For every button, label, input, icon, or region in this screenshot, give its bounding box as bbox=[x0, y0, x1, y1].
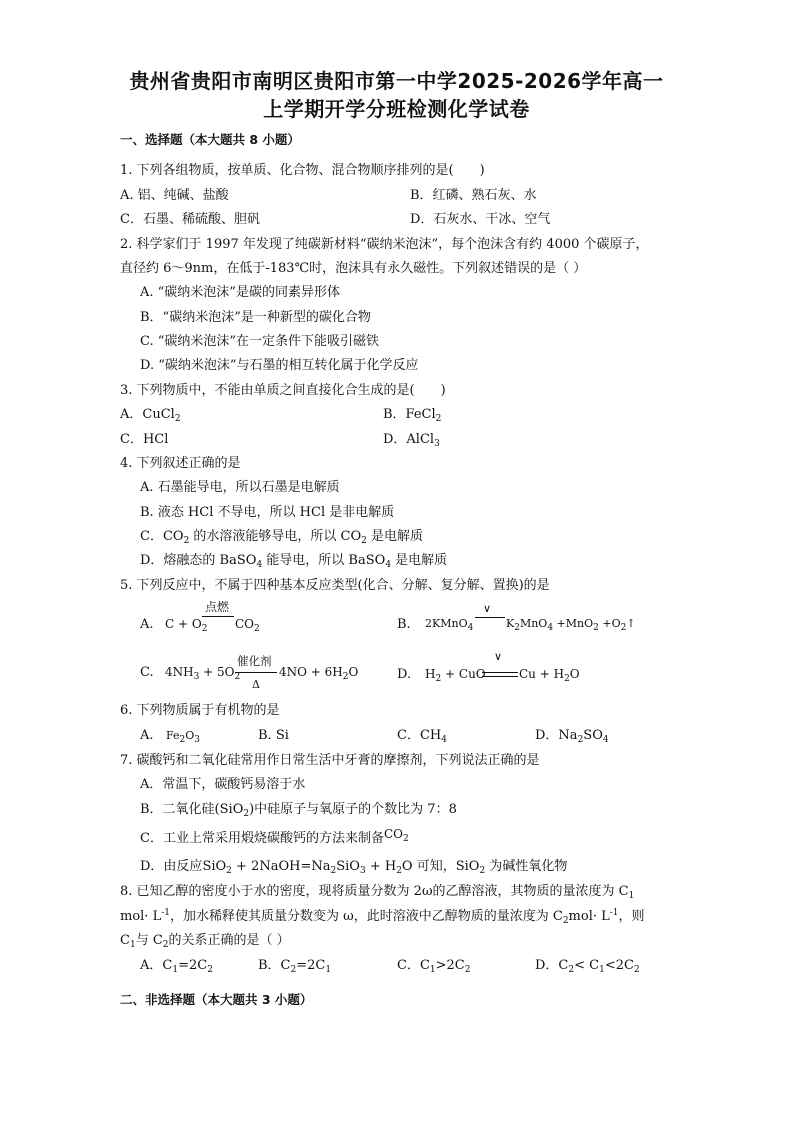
q4-option-b: B. 液态 HCl 不导电，所以 HCl 是非电解质 bbox=[140, 505, 395, 520]
q6-option-c: C．$CH_4$ bbox=[397, 728, 447, 745]
section-heading-choice: 一、选择题（本大题共 8 小题） bbox=[120, 132, 300, 147]
q5-option-b-reactants: 2KMnO$_4$ bbox=[425, 617, 474, 633]
q5-option-b-label: B. bbox=[397, 617, 411, 632]
q5-option-c-products: $4NO + 6H_2O$ bbox=[279, 665, 359, 682]
q5-option-b-reaction-line bbox=[475, 617, 505, 618]
q4-option-d: D．熔融态的 BaSO$_4$ 能导电，所以 BaSO$_4$ 是电解质 bbox=[140, 553, 448, 570]
q5-option-c-reactants: $4NH_3 + 5O_2$ bbox=[165, 665, 241, 682]
q5-option-c-label: C. bbox=[140, 665, 154, 680]
q4-option-c: C．$CO_2$ 的水溶液能够导电，所以 $CO_2$ 是电解质 bbox=[140, 529, 424, 546]
q6-option-a: A. $Fe_2O_3$ bbox=[140, 728, 200, 745]
q6-option-d: D．$Na_2SO_4$ bbox=[535, 728, 609, 745]
q2-option-b: B．“碳纳米泡沫”是一种新型的碳化合物 bbox=[140, 310, 371, 325]
q4-option-a: A. 石墨能导电，所以石墨是电解质 bbox=[140, 480, 340, 495]
q5-option-b-products: $K_2MnO_4 +MnO_2$ $+O_2↑$ bbox=[506, 617, 636, 633]
q1-stem: 1. 下列各组物质，按单质、化合物、混合物顺序排列的是( ) bbox=[120, 163, 485, 178]
q8-stem-line1: 8. 已知乙醇的密度小于水的密度，现将质量分数为 2ω的乙醇溶液，其物质的量浓度为 $C_1$ bbox=[120, 884, 635, 901]
q8-option-c: C．$C_1>2C_2$ bbox=[397, 958, 471, 975]
q8-stem-line3: $C_1$与 $C_2$的关系正确的是（ ） bbox=[120, 933, 290, 950]
q3-stem: 3. 下列物质中，不能由单质之间直接化合生成的是( ) bbox=[120, 383, 446, 398]
q6-stem: 6. 下列物质属于有机物的是 bbox=[120, 703, 280, 718]
q7-option-d: D．由反应$SiO_2 + 2NaOH=Na_2SiO_3 + H_2O$ 可知，SiO$_2$ 为碱性氧化物 bbox=[140, 859, 568, 876]
q5-option-d-products: $Cu + H_2O$ bbox=[519, 667, 580, 684]
q5-option-b-condition: ∨ bbox=[483, 602, 492, 615]
q8-option-a: A．$C_1=2C_2$ bbox=[140, 958, 213, 975]
q5-stem: 5. 下列反应中，不属于四种基本反应类型(化合、分解、复分解、置换)的是 bbox=[120, 578, 550, 593]
q5-option-a-reaction-line bbox=[202, 616, 234, 617]
q2-option-d: D. “碳纳米泡沫”与石墨的相互转化属于化学反应 bbox=[140, 358, 419, 373]
q3-option-a: A．CuCl$_2$ bbox=[120, 407, 181, 424]
q5-option-d-equals-line bbox=[482, 672, 518, 677]
q5-option-c-heat: Δ bbox=[252, 678, 260, 691]
q5-option-d-reactants: $H_2$ + CuO bbox=[425, 667, 486, 684]
q2-option-c: C. “碳纳米泡沫”在一定条件下能吸引磁铁 bbox=[140, 334, 380, 349]
q5-option-a-reactants: $C + O_2$ bbox=[165, 617, 208, 634]
q5-option-c-reaction-line bbox=[235, 672, 277, 673]
q2-stem-line1: 2. 科学家们于 1997 年发现了纯碳新材料“碳纳米泡沫”，每个泡沫含有约 4000 个碳原子， bbox=[120, 237, 649, 252]
q8-option-d: D．$C_2< C_1<2C_2$ bbox=[535, 958, 640, 975]
q7-stem: 7. 碳酸钙和二氧化硅常用作日常生活中牙膏的摩擦剂，下列说法正确的是 bbox=[120, 753, 540, 768]
q4-stem: 4. 下列叙述正确的是 bbox=[120, 456, 241, 471]
section-heading-nonchoice: 二、非选择题（本大题共 3 小题） bbox=[120, 992, 313, 1007]
q6-option-b: B. Si bbox=[258, 728, 289, 743]
q1-option-a: A. 铝、纯碱、盐酸 bbox=[120, 188, 229, 203]
q3-option-c: C．HCl bbox=[120, 432, 169, 447]
q7-option-b: B．二氧化硅(SiO$_2$)中硅原子与氧原子的个数比为 7：8 bbox=[140, 802, 457, 819]
q5-option-a-label: A. bbox=[140, 617, 154, 632]
q2-option-a: A. “碳纳米泡沫”是碳的同素异形体 bbox=[140, 285, 340, 300]
q8-stem-line2: $mol\cdot L^{-1}$，加水稀释使其质量分数变为 ω，此时溶液中乙醇物质的量浓度为 $C_2mol\cdot L^{-1}$，则 bbox=[120, 908, 645, 926]
q5-option-a-products: $CO_2$ bbox=[235, 617, 260, 634]
q1-option-d: D．石灰水、干冰、空气 bbox=[410, 212, 551, 227]
q2-stem-line2: 直径约 6～9nm，在低于-183℃时，泡沫具有永久磁性。下列叙述错误的是（ ） bbox=[120, 261, 587, 276]
q3-option-d: D．AlCl$_3$ bbox=[383, 432, 440, 449]
q5-option-d-condition: ∨ bbox=[494, 650, 503, 663]
q7-option-c: C．工业上常采用煅烧碳酸钙的方法来制备$CO_2$ bbox=[140, 827, 409, 846]
q1-option-c: C．石墨、稀硫酸、胆矾 bbox=[120, 212, 260, 227]
q5-option-a-condition: 点燃 bbox=[205, 600, 230, 614]
q3-option-b: B．FeCl$_2$ bbox=[383, 407, 442, 424]
q7-option-a: A．常温下，碳酸钙易溶于水 bbox=[140, 777, 306, 792]
q5-option-d-label: D. bbox=[397, 667, 412, 682]
q1-option-b: B．红磷、熟石灰、水 bbox=[410, 188, 537, 203]
q8-option-b: B．$C_2=2C_1$ bbox=[258, 958, 332, 975]
q5-option-c-catalyst: 催化剂 bbox=[237, 654, 272, 668]
exam-title-line2: 上学期开学分班检测化学试卷 bbox=[263, 97, 530, 121]
exam-title-line1: 贵州省贵阳市南明区贵阳市第一中学2025-2026学年高一 bbox=[129, 69, 664, 93]
